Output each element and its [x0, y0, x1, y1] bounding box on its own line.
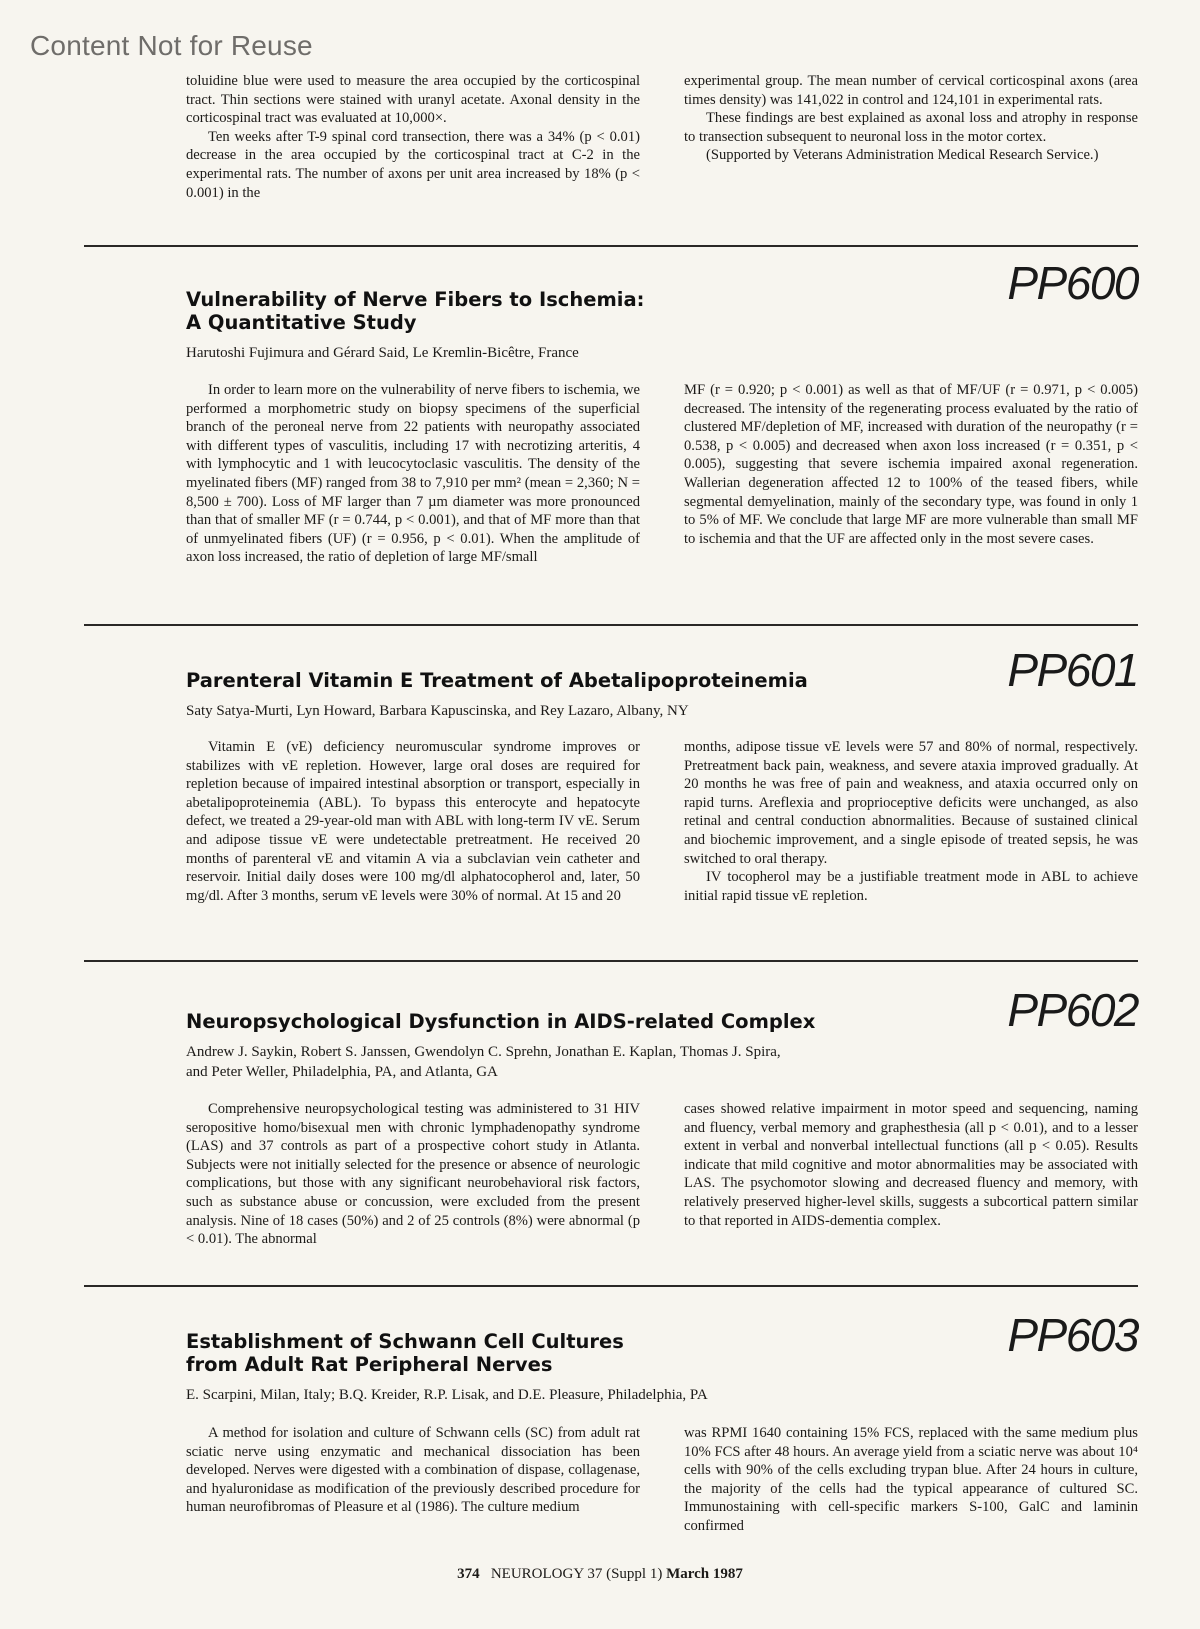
section-divider [84, 245, 1138, 247]
paragraph: (Supported by Veterans Administration Medical Research Service.) [706, 147, 1099, 164]
paragraph: In order to learn more on the vulnerability of nerve fibers to ischemia, we performed a morphometric study on biopsy specimens of the superficial branch of the peroneal nerve from 22 patients with neuropathy associated with different types of vasculitis, including 17 with necrotizing arteritis, 4 with lymphocytic and 1 with leucocytoclasic vasculitis. The density of the myelinated fibers (MF) ranged from 38 to 7,910 per mm² (mean = 2,360; N = 8,500 ± 700). Loss of MF larger than 7 µm diameter was more pronounced than that of smaller MF (r = 0.744, p < 0.001), and that of MF more than that of unmyelinated fibers (UF) (r = 0.956, p < 0.01). When the amplitude of axon loss increased, the ratio of depletion of large MF/small [186, 382, 640, 566]
paragraph: was RPMI 1640 containing 15% FCS, replaced with the same medium plus 10% FCS after 48 hours. An average yield from a sciatic nerve was about 10⁴ cells with 90% of the cells excluding trypan blue. After 24 hours in culture, the majority of the cells had the typical appearance of cultured SC. Immunostaining with cell-specific markers S-100, GalC and laminin confirmed [684, 1425, 1138, 1534]
right-column [684, 738, 1138, 905]
section-divider [84, 1285, 1138, 1287]
paragraph: IV tocopherol may be a justifiable treatment mode in ABL to achieve initial rapid tissue vE repletion. [684, 869, 1138, 904]
abstract-id-pp603: PP603 [1007, 1309, 1138, 1361]
abstract-title-pp600 [186, 288, 826, 334]
left-column [186, 738, 640, 905]
abstract-title-pp602 [186, 1010, 886, 1033]
journal-name: NEUROLOGY 37 (Suppl 1) [490, 1566, 663, 1582]
abstract-authors-pp602 [186, 1042, 966, 1082]
author-line: E. Scarpini, Milan, Italy; B.Q. Kreider, R.P. Lisak, and D.E. Pleasure, Philadelphia, PA [186, 1387, 708, 1403]
abstract-id-pp601: PP601 [1007, 644, 1138, 696]
issue-date: March 1987 [666, 1566, 743, 1582]
title-line: Neuropsychological Dysfunction in AIDS-related Complex [186, 1010, 816, 1033]
author-line: Andrew J. Saykin, Robert S. Janssen, Gwendolyn C. Sprehn, Jonathan E. Kaplan, Thomas J. Spira, [186, 1044, 781, 1060]
abstract-authors-pp601 [186, 701, 966, 721]
author-line: Saty Satya-Murti, Lyn Howard, Barbara Kapuscinska, and Rey Lazaro, Albany, NY [186, 703, 689, 719]
abstract-authors-pp600 [186, 343, 966, 363]
paragraph: Ten weeks after T-9 spinal cord transection, there was a 34% (p < 0.01) decrease in the area occupied by the corticospinal tract at C-2 in the experimental rats. The number of axons per unit area increased by 18% (p < 0.001) in the [186, 128, 640, 201]
title-line: Vulnerability of Nerve Fibers to Ischemia: [186, 288, 645, 311]
abstract-body-pp603 [186, 1424, 1138, 1536]
right-column [684, 381, 1138, 567]
abstract-id-pp602: PP602 [1007, 984, 1138, 1036]
right-column [684, 1100, 1138, 1249]
paragraph: Comprehensive neuropsychological testing was administered to 31 HIV seropositive homo/bisexual men with chronic lymphadenopathy syndrome (LAS) and 37 controls as part of a prospective cohort study in Atlanta. Subjects were not initially selected for the presence or absence of neurologic complications, but those with any significant neurobehavioral risk factors, such as substance abuse or concussion, were excluded from the present analysis. Nine of 18 cases (50%) and 2 of 25 controls (8%) were abnormal (p < 0.01). The abnormal [186, 1101, 640, 1248]
abstract-authors-pp603 [186, 1385, 966, 1405]
continued-right-column [684, 72, 1138, 202]
continued-abstract [186, 72, 1138, 202]
paragraph: Vitamin E (vE) deficiency neuromuscular syndrome improves or stabilizes with vE repletion. However, large oral doses are required for repletion because of impaired intestinal absorption or transport, especially in abetalipoproteinemia (ABL). To bypass this enterocyte and hepatocyte defect, we treated a 29-year-old man with ABL with long-term IV vE. Serum and adipose tissue vE were undetectable pretreatment. He received 20 months of parenteral vE and vitamin A via a subclavian vein catheter and reservoir. Initial daily doses were 100 mg/dl alphatocopherol and, later, 50 mg/dl. After 3 months, serum vE levels were 30% of normal. At 15 and 20 [186, 739, 640, 904]
section-divider [84, 960, 1138, 962]
paragraph: toluidine blue were used to measure the area occupied by the corticospinal tract. Thin sections were stained with uranyl acetate. Axonal density in the corticospinal tract was evaluated at 10,000×. [186, 73, 640, 127]
paragraph: A method for isolation and culture of Schwann cells (SC) from adult rat sciatic nerve using enzymatic and mechanical dissociation has been developed. Nerves were digested with a combination of dispase, collagenase, and hyaluronidase as modification of the previously described procedure for human neurofibromas of Pleasure et al (1986). The culture medium [186, 1425, 640, 1516]
paragraph: MF (r = 0.920; p < 0.001) as well as that of MF/UF (r = 0.971, p < 0.005) decreased. The intensity of the regenerating process evaluated by the ratio of clustered MF/depletion of MF, increased with duration of the neuropathy (r = 0.538, p < 0.005) and decreased when axon loss increased (r = 0.351, p < 0.005), suggesting that severe ischemia impaired axonal regeneration. Wallerian degeneration affected 12 to 100% of the teased fibers, while segmental demyelination, mainly of the secondary type, was found in only 1 to 5% of MF. We conclude that large MF are more vulnerable than small MF to ischemia and that the UF are affected only in the most severe cases. [684, 382, 1138, 547]
abstract-body-pp601 [186, 738, 1138, 905]
left-column [186, 1424, 640, 1536]
title-line: A Quantitative Study [186, 311, 417, 334]
author-line: and Peter Weller, Philadelphia, PA, and Atlanta, GA [186, 1064, 498, 1080]
continued-left-column [186, 72, 640, 202]
abstract-title-pp601 [186, 669, 886, 692]
left-column [186, 1100, 640, 1249]
watermark: Content Not for Reuse [30, 30, 313, 61]
page-number: 374 [457, 1566, 480, 1582]
page-footer [0, 1566, 1200, 1583]
author-line: Harutoshi Fujimura and Gérard Said, Le Kremlin-Bicêtre, France [186, 345, 579, 361]
paragraph: months, adipose tissue vE levels were 57 and 80% of normal, respectively. Pretreatment back pain, weakness, and severe ataxia improved gradually. At 20 months he was free of pain and weakness, and ataxia occurred only on rapid turns. Areflexia and proprioceptive deficits were unchanged, as also retinal and central conduction abnormalities. Because of sustained clinical and biochemic improvement, and a single episode of treated sepsis, he was switched to oral therapy. [684, 739, 1138, 867]
abstract-body-pp600 [186, 381, 1138, 567]
abstract-id-pp600: PP600 [1007, 257, 1138, 309]
paragraph: experimental group. The mean number of cervical corticospinal axons (area times density) was 141,022 in control and 124,101 in experimental rats. [684, 73, 1138, 108]
title-line: Parenteral Vitamin E Treatment of Abetalipoproteinemia [186, 669, 808, 692]
section-divider [84, 624, 1138, 626]
paragraph: cases showed relative impairment in motor speed and sequencing, naming and fluency, verbal memory and graphesthesia (all p < 0.01), and to a lesser extent in verbal and nonverbal intellectual functions (all p < 0.05). Results indicate that mild cognitive and motor abnormalities may be associated with LAS. The psychomotor slowing and decreased fluency and memory, with relatively preserved higher-level skills, suggests a subcortical pattern similar to that reported in AIDS-dementia complex. [684, 1101, 1138, 1229]
abstract-title-pp603 [186, 1330, 826, 1376]
title-line: from Adult Rat Peripheral Nerves [186, 1353, 553, 1376]
abstract-body-pp602 [186, 1100, 1138, 1249]
left-column [186, 381, 640, 567]
title-line: Establishment of Schwann Cell Cultures [186, 1330, 624, 1353]
paragraph: These findings are best explained as axonal loss and atrophy in response to transection subsequent to neuronal loss in the motor cortex. [684, 110, 1138, 145]
right-column [684, 1424, 1138, 1536]
